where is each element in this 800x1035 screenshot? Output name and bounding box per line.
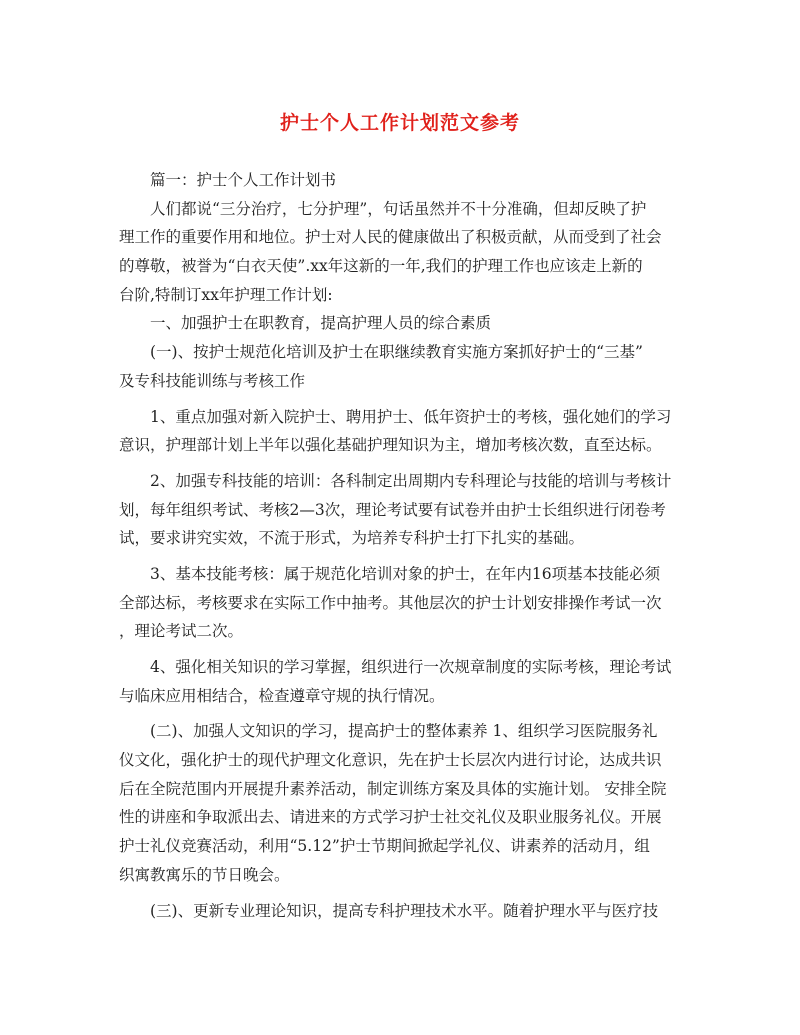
paragraph-line: 划，每年组织考试、考核2—3次，理论考试要有试卷并由护士长组织进行闭卷考 [119,500,666,519]
paragraph-line: 理工作的重要作用和地位。护士对人民的健康做出了积极贡献，从而受到了社会 [119,228,662,247]
paragraph-line: (三)、更新专业理论知识，提高专科护理技术水平。随着护理水平与医疗技 [150,901,659,920]
document-title: 护士个人工作计划范文参考 [279,112,520,134]
paragraph-line: 护士礼仪竞赛活动，利用“5.12”护士节期间掀起学礼仪、讲素养的活动月，组 [119,837,650,856]
paragraph-line: ，理论考试二次。 [119,622,244,641]
paragraph-line: (一)、按护士规范化培训及护士在职继续教育实施方案抓好护士的“三基” [150,343,643,362]
paragraph-line: (二)、加强人文知识的学习，提高护士的整体素养 1、组织学习医院服务礼 [150,722,658,741]
paragraph-line: 试，要求讲究实效，不流于形式，为培养专科护士打下扎实的基础。 [119,529,585,548]
paragraph-line: 人们都说“三分治疗，七分护理”，句话虽然并不十分准确，但却反映了护 [150,199,647,218]
paragraph-line: 4、强化相关知识的学习掌握，组织进行一次规章制度的实际考核，理论考试 [150,658,672,676]
paragraph-line: 仪文化，强化护士的现代护理文化意识，先在护士长层次内进行讨论，达成共识 [119,751,662,770]
paragraph-line: 织寓教寓乐的节日晚会。 [119,865,290,884]
paragraph-line: 的尊敬，被誉为“白衣天使”.xx年这新的一年,我们的护理工作也应该走上新的 [119,257,643,276]
paragraph-line: 3、基本技能考核：属于规范化培训对象的护士，在年内16项基本技能必须 [150,564,661,583]
document-body [119,166,679,925]
paragraph-line: 性的讲座和争取派出去、请进来的方式学习护士社交礼仪及职业服务礼仪。开展 [119,808,662,827]
paragraph-line: 2、加强专科技能的培训：各科制定出周期内专科理论与技能的培训与考核计 [150,471,672,490]
paragraph-line: 意识，护理部计划上半年以强化基础护理知识为主，增加考核次数，直至达标。 [119,436,662,455]
paragraph-line: 及专科技能训练与考核工作 [119,371,306,390]
section-heading: 篇一：护士个人工作计划书 [150,171,337,189]
paragraph-line: 与临床应用相结合，检查遵章守规的执行情况。 [119,686,445,705]
paragraph-line: 1、重点加强对新入院护士、聘用护士、低年资护士的考核，强化她们的学习 [150,407,672,426]
paragraph-line: 后在全院范围内开展提升素养活动，制定训练方案及具体的实施计划。 安排全院 [119,779,667,798]
paragraph-line: 全部达标，考核要求在实际工作中抽考。其他层次的护士计划安排操作考试一次 [119,593,662,612]
paragraph-line: 台阶,特制订xx年护理工作计划: [119,285,333,304]
section-heading: 一、加强护士在职教育，提高护理人员的综合素质 [150,314,492,333]
